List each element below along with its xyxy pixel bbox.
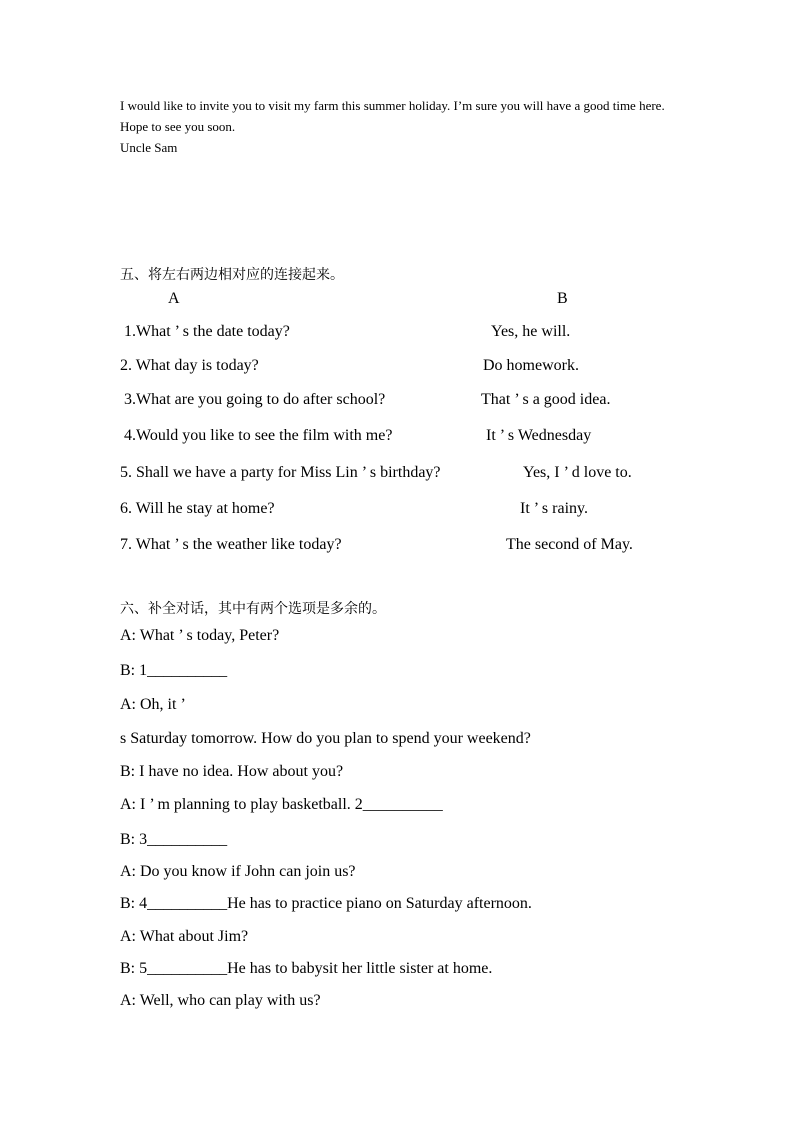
dialogue-line: A: Oh, it ’ xyxy=(120,696,186,713)
section5-title: 五、将左右两边相对应的连接起来。 xyxy=(120,267,344,283)
dialogue-line: B: 1__________ xyxy=(120,662,228,679)
letter-paragraph: I would like to invite you to visit my farm this summer holiday. I’m sure you will have a good time here. xyxy=(120,98,665,113)
question-a: 2. What day is today? xyxy=(120,357,259,374)
match-row xyxy=(0,357,794,381)
section6-title: 六、补全对话，其中有两个选项是多余的。 xyxy=(120,601,386,617)
dialogue-line: A: What ’ s today, Peter? xyxy=(120,627,280,644)
answer-b: It ’ s Wednesday xyxy=(486,427,592,444)
question-a: 7. What ’ s the weather like today? xyxy=(120,536,342,553)
question-a: 6. Will he stay at home? xyxy=(120,500,275,517)
answer-b: The second of May. xyxy=(506,536,633,553)
dialogue-line: B: 3__________ xyxy=(120,831,228,848)
answer-b: It ’ s rainy. xyxy=(520,500,588,517)
match-row xyxy=(0,427,794,451)
dialogue-line: s Saturday tomorrow. How do you plan to spend your weekend? xyxy=(120,730,531,747)
letter-signature: Uncle Sam xyxy=(120,140,178,155)
question-a: 1.What ’ s the date today? xyxy=(124,323,290,340)
match-row xyxy=(0,323,794,347)
column-a-heading: A xyxy=(168,290,180,307)
question-a: 3.What are you going to do after school? xyxy=(124,391,386,408)
letter-closing: Hope to see you soon. xyxy=(120,119,236,134)
answer-b: That ’ s a good idea. xyxy=(481,391,611,408)
question-a: 4.Would you like to see the film with me? xyxy=(124,427,393,444)
dialogue-line: B: I have no idea. How about you? xyxy=(120,763,344,780)
dialogue-line: B: 4__________He has to practice piano on Saturday afternoon. xyxy=(120,895,532,912)
dialogue-line: B: 5__________He has to babysit her little sister at home. xyxy=(120,960,493,977)
answer-b: Yes, I ’ d love to. xyxy=(523,464,632,481)
answer-b: Do homework. xyxy=(483,357,579,374)
dialogue-line: A: Do you know if John can join us? xyxy=(120,863,356,880)
match-row xyxy=(0,536,794,560)
dialogue-line: A: What about Jim? xyxy=(120,928,249,945)
question-a: 5. Shall we have a party for Miss Lin ’ s birthday? xyxy=(120,464,441,481)
answer-b: Yes, he will. xyxy=(491,323,571,340)
match-row xyxy=(0,391,794,415)
column-b-heading: B xyxy=(557,290,568,307)
match-row xyxy=(0,500,794,524)
dialogue-line: A: I ’ m planning to play basketball. 2__________ xyxy=(120,796,443,813)
letter-block xyxy=(120,95,680,158)
dialogue-line: A: Well, who can play with us? xyxy=(120,992,321,1009)
match-row xyxy=(0,464,794,488)
